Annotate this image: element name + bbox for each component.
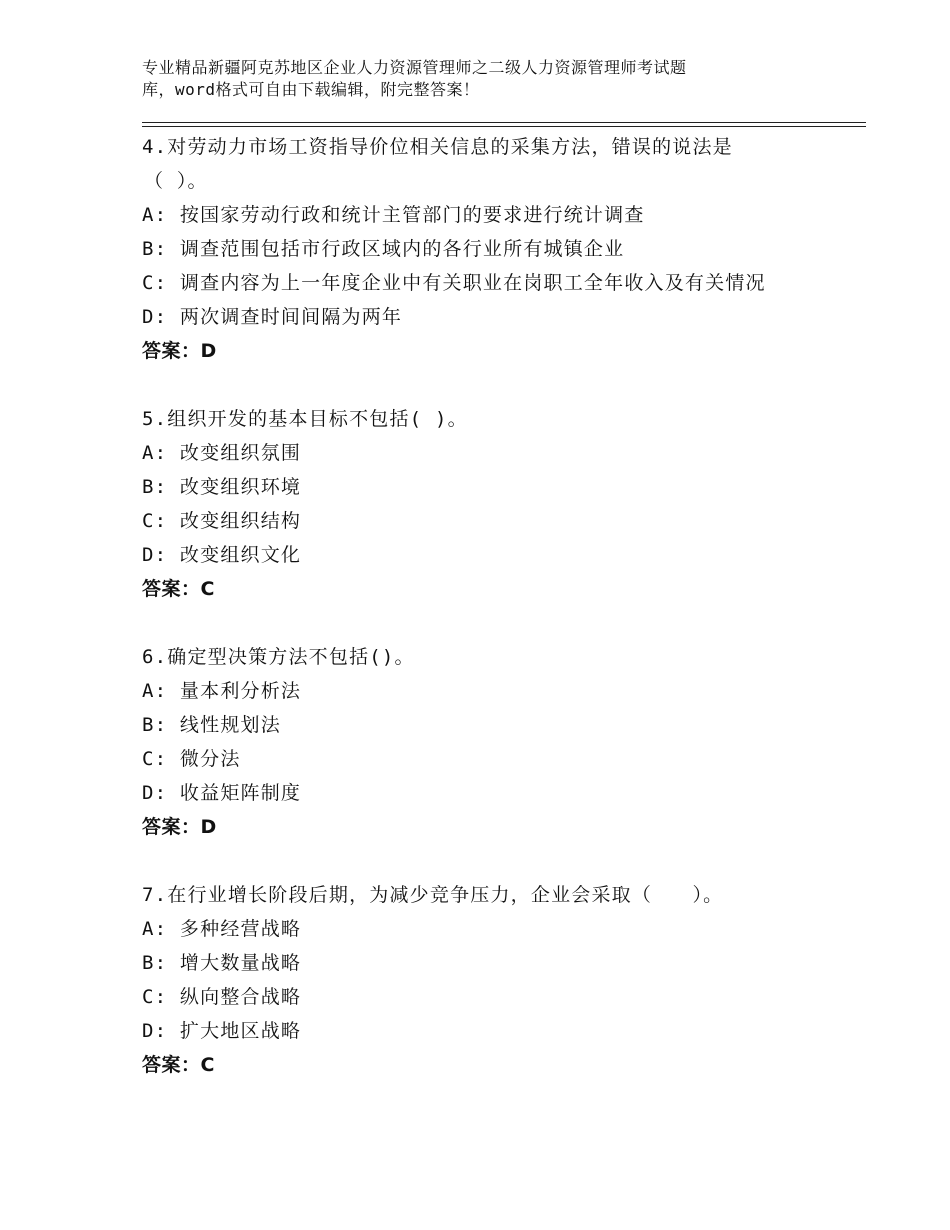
option-c: C: 调查内容为上一年度企业中有关职业在岗职工全年收入及有关情况: [142, 272, 766, 294]
option-a: A: 量本利分析法: [142, 680, 302, 702]
header-divider-bottom: [142, 126, 866, 127]
question-list: [142, 130, 842, 1082]
option-b: B: 增大数量战略: [142, 952, 302, 974]
option-c: C: 微分法: [142, 748, 241, 770]
header-divider-top: [142, 122, 866, 123]
option-a: A: 多种经营战略: [142, 918, 302, 940]
option-a: A: 改变组织氛围: [142, 442, 302, 464]
option-d: D: 扩大地区战略: [142, 1020, 302, 1042]
question-stem: 5.组织开发的基本目标不包括( )。: [142, 408, 468, 430]
option-d: D: 收益矩阵制度: [142, 782, 302, 804]
option-a: A: 按国家劳动行政和统计主管部门的要求进行统计调查: [142, 204, 645, 226]
option-d: D: 改变组织文化: [142, 544, 302, 566]
answer: 答案：C: [142, 1054, 215, 1076]
header-line-1: 专业精品新疆阿克苏地区企业人力资源管理师之二级人力资源管理师考试题: [142, 58, 687, 77]
question-stem: 6.确定型决策方法不包括()。: [142, 646, 415, 668]
question-4: [142, 130, 842, 368]
answer: 答案：D: [142, 816, 217, 838]
question-stem: 4.对劳动力市场工资指导价位相关信息的采集方法，错误的说法是: [142, 136, 733, 158]
answer: 答案：D: [142, 340, 217, 362]
question-7: [142, 878, 842, 1082]
option-d: D: 两次调查时间间隔为两年: [142, 306, 403, 328]
question-stem-continuation: （ ）。: [144, 170, 208, 192]
option-c: C: 纵向整合战略: [142, 986, 302, 1008]
option-b: B: 调查范围包括市行政区域内的各行业所有城镇企业: [142, 238, 625, 260]
option-c: C: 改变组织结构: [142, 510, 302, 532]
question-5: [142, 402, 842, 606]
header-line-2: 库，word格式可自由下载编辑，附完整答案！: [142, 80, 480, 99]
question-stem: 7.在行业增长阶段后期，为减少竞争压力，企业会采取（ ）。: [142, 884, 724, 906]
document-header: [142, 57, 822, 101]
answer: 答案：C: [142, 578, 215, 600]
option-b: B: 改变组织环境: [142, 476, 302, 498]
option-b: B: 线性规划法: [142, 714, 281, 736]
question-6: [142, 640, 842, 844]
